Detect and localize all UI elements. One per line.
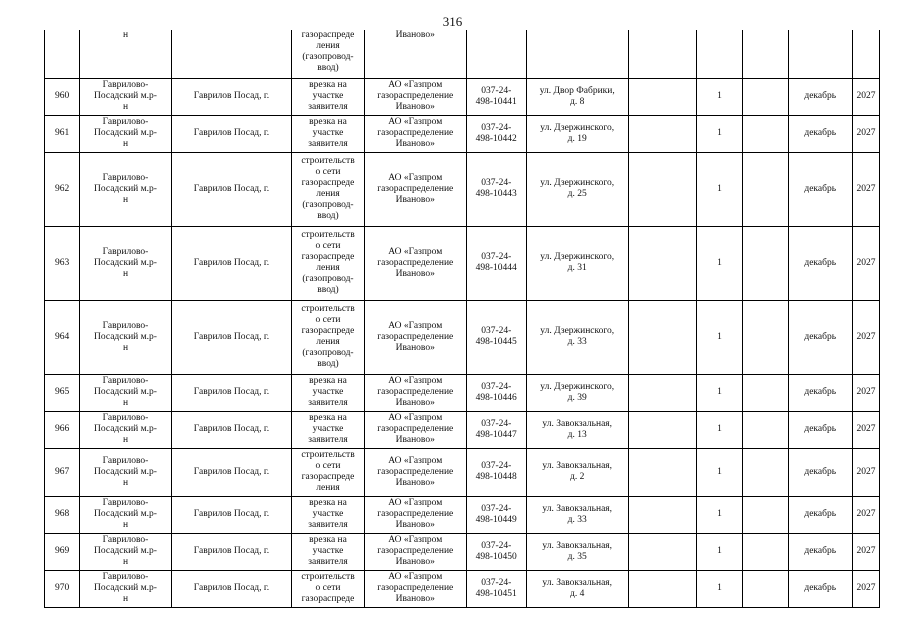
cell-address: ул. Дзержинского, д. 25 [526,152,628,226]
cell-org: АО «Газпром газораспределение Иваново» [364,570,466,607]
cell-empty-1 [628,411,697,448]
cell-id: 037-24- 498-10442 [466,115,526,152]
cell-count: 1 [697,533,743,570]
cell-count: 1 [697,374,743,411]
cell-district: Гаврилово- Посадский м.р- н [80,300,171,374]
cell-empty-1 [628,152,697,226]
cell-num: 970 [45,570,80,607]
cell-year [852,30,879,78]
cell-count: 1 [697,300,743,374]
cell-count: 1 [697,115,743,152]
cell-org: АО «Газпром газораспределение Иваново» [364,300,466,374]
cell-district: н [80,30,171,78]
cell-address: ул. Дзержинского, д. 39 [526,374,628,411]
cell-city: Гаврилов Посад, г. [171,496,291,533]
cell-work: газораспреде ления (газопровод- ввод) [292,30,365,78]
cell-address: ул. Завокзальная, д. 35 [526,533,628,570]
cell-empty-2 [742,152,788,226]
cell-count: 1 [697,570,743,607]
cell-city: Гаврилов Посад, г. [171,533,291,570]
cell-num: 966 [45,411,80,448]
table-row [45,533,880,570]
cell-org: АО «Газпром газораспределение Иваново» [364,115,466,152]
cell-org: АО «Газпром газораспределение Иваново» [364,448,466,496]
cell-num: 963 [45,226,80,300]
cell-district: Гаврилово- Посадский м.р- н [80,570,171,607]
cell-district: Гаврилово- Посадский м.р- н [80,374,171,411]
cell-org: Иваново» [364,30,466,78]
cell-org: АО «Газпром газораспределение Иваново» [364,533,466,570]
cell-id: 037-24- 498-10450 [466,533,526,570]
table-row [45,448,880,496]
cell-city: Гаврилов Посад, г. [171,78,291,115]
cell-address [526,30,628,78]
cell-num: 964 [45,300,80,374]
cell-empty-2 [742,496,788,533]
cell-num: 967 [45,448,80,496]
cell-num: 962 [45,152,80,226]
cell-year: 2027 [852,115,879,152]
cell-month: декабрь [788,411,852,448]
cell-month: декабрь [788,496,852,533]
cell-city: Гаврилов Посад, г. [171,300,291,374]
cell-empty-1 [628,226,697,300]
cell-district: Гаврилово- Посадский м.р- н [80,115,171,152]
cell-count: 1 [697,411,743,448]
cell-empty-1 [628,78,697,115]
cell-district: Гаврилово- Посадский м.р- н [80,152,171,226]
cell-district: Гаврилово- Посадский м.р- н [80,496,171,533]
cell-year: 2027 [852,374,879,411]
cell-count: 1 [697,448,743,496]
cell-empty-2 [742,374,788,411]
cell-year: 2027 [852,411,879,448]
cell-empty-2 [742,226,788,300]
cell-empty-1 [628,448,697,496]
cell-num [45,30,80,78]
cell-city: Гаврилов Посад, г. [171,448,291,496]
cell-org: АО «Газпром газораспределение Иваново» [364,496,466,533]
cell-org: АО «Газпром газораспределение Иваново» [364,411,466,448]
cell-work: врезка на участке заявителя [292,78,365,115]
cell-org: АО «Газпром газораспределение Иваново» [364,78,466,115]
cell-num: 965 [45,374,80,411]
cell-district: Гаврилово- Посадский м.р- н [80,448,171,496]
cell-year: 2027 [852,448,879,496]
table-row [45,374,880,411]
cell-address: ул. Дзержинского, д. 33 [526,300,628,374]
cell-month [788,30,852,78]
cell-city: Гаврилов Посад, г. [171,226,291,300]
cell-work: врезка на участке заявителя [292,533,365,570]
cell-count: 1 [697,152,743,226]
cell-empty-2 [742,448,788,496]
cell-city: Гаврилов Посад, г. [171,374,291,411]
cell-count: 1 [697,78,743,115]
cell-month: декабрь [788,300,852,374]
cell-district: Гаврилово- Посадский м.р- н [80,411,171,448]
cell-work: строительств о сети газораспреде ления [292,448,365,496]
cell-month: декабрь [788,226,852,300]
cell-id: 037-24- 498-10445 [466,300,526,374]
cell-num: 960 [45,78,80,115]
cell-id: 037-24- 498-10446 [466,374,526,411]
cell-work: строительств о сети газораспреде ления (газопровод- ввод) [292,226,365,300]
cell-id [466,30,526,78]
cell-month: декабрь [788,115,852,152]
cell-work: врезка на участке заявителя [292,411,365,448]
cell-empty-1 [628,300,697,374]
cell-city [171,30,291,78]
cell-year: 2027 [852,152,879,226]
table-row [45,226,880,300]
cell-count [697,30,743,78]
cell-address: ул. Завокзальная, д. 13 [526,411,628,448]
cell-city: Гаврилов Посад, г. [171,570,291,607]
cell-num: 968 [45,496,80,533]
cell-address: ул. Завокзальная, д. 4 [526,570,628,607]
cell-empty-1 [628,570,697,607]
cell-month: декабрь [788,78,852,115]
cell-empty-2 [742,300,788,374]
cell-id: 037-24- 498-10451 [466,570,526,607]
cell-id: 037-24- 498-10448 [466,448,526,496]
cell-year: 2027 [852,226,879,300]
cell-address: ул. Двор Фабрики, д. 8 [526,78,628,115]
cell-empty-2 [742,115,788,152]
cell-month: декабрь [788,152,852,226]
cell-empty-2 [742,533,788,570]
cell-empty-1 [628,30,697,78]
table-row [45,152,880,226]
table-row [45,300,880,374]
cell-empty-1 [628,533,697,570]
table-row [45,496,880,533]
cell-year: 2027 [852,533,879,570]
cell-district: Гаврилово- Посадский м.р- н [80,226,171,300]
cell-year: 2027 [852,300,879,374]
cell-month: декабрь [788,533,852,570]
cell-num: 961 [45,115,80,152]
cell-work: строительств о сети газораспреде ления (газопровод- ввод) [292,300,365,374]
cell-empty-1 [628,496,697,533]
cell-org: АО «Газпром газораспределение Иваново» [364,374,466,411]
cell-id: 037-24- 498-10441 [466,78,526,115]
cell-address: ул. Завокзальная, д. 33 [526,496,628,533]
table-row-continuation [45,30,880,78]
cell-year: 2027 [852,570,879,607]
cell-year: 2027 [852,78,879,115]
gas-connection-table [44,30,880,608]
table-row [45,570,880,607]
cell-empty-2 [742,78,788,115]
cell-org: АО «Газпром газораспределение Иваново» [364,226,466,300]
cell-year: 2027 [852,496,879,533]
cell-count: 1 [697,226,743,300]
cell-district: Гаврилово- Посадский м.р- н [80,78,171,115]
cell-empty-2 [742,411,788,448]
cell-work: врезка на участке заявителя [292,374,365,411]
table-row [45,115,880,152]
cell-empty-1 [628,374,697,411]
cell-month: декабрь [788,570,852,607]
cell-empty-2 [742,570,788,607]
page-number: 316 [442,14,463,29]
cell-district: Гаврилово- Посадский м.р- н [80,533,171,570]
cell-city: Гаврилов Посад, г. [171,115,291,152]
cell-address: ул. Дзержинского, д. 19 [526,115,628,152]
cell-work: врезка на участке заявителя [292,496,365,533]
cell-month: декабрь [788,448,852,496]
cell-org: АО «Газпром газораспределение Иваново» [364,152,466,226]
cell-work: строительств о сети газораспреде ления (газопровод- ввод) [292,152,365,226]
cell-id: 037-24- 498-10444 [466,226,526,300]
cell-id: 037-24- 498-10443 [466,152,526,226]
cell-num: 969 [45,533,80,570]
table-row [45,411,880,448]
cell-id: 037-24- 498-10447 [466,411,526,448]
cell-empty-2 [742,30,788,78]
cell-address: ул. Дзержинского, д. 31 [526,226,628,300]
cell-work: врезка на участке заявителя [292,115,365,152]
cell-month: декабрь [788,374,852,411]
cell-id: 037-24- 498-10449 [466,496,526,533]
cell-work: строительств о сети газораспреде [292,570,365,607]
cell-empty-1 [628,115,697,152]
table-row [45,78,880,115]
cell-address: ул. Завокзальная, д. 2 [526,448,628,496]
cell-city: Гаврилов Посад, г. [171,152,291,226]
cell-count: 1 [697,496,743,533]
cell-city: Гаврилов Посад, г. [171,411,291,448]
